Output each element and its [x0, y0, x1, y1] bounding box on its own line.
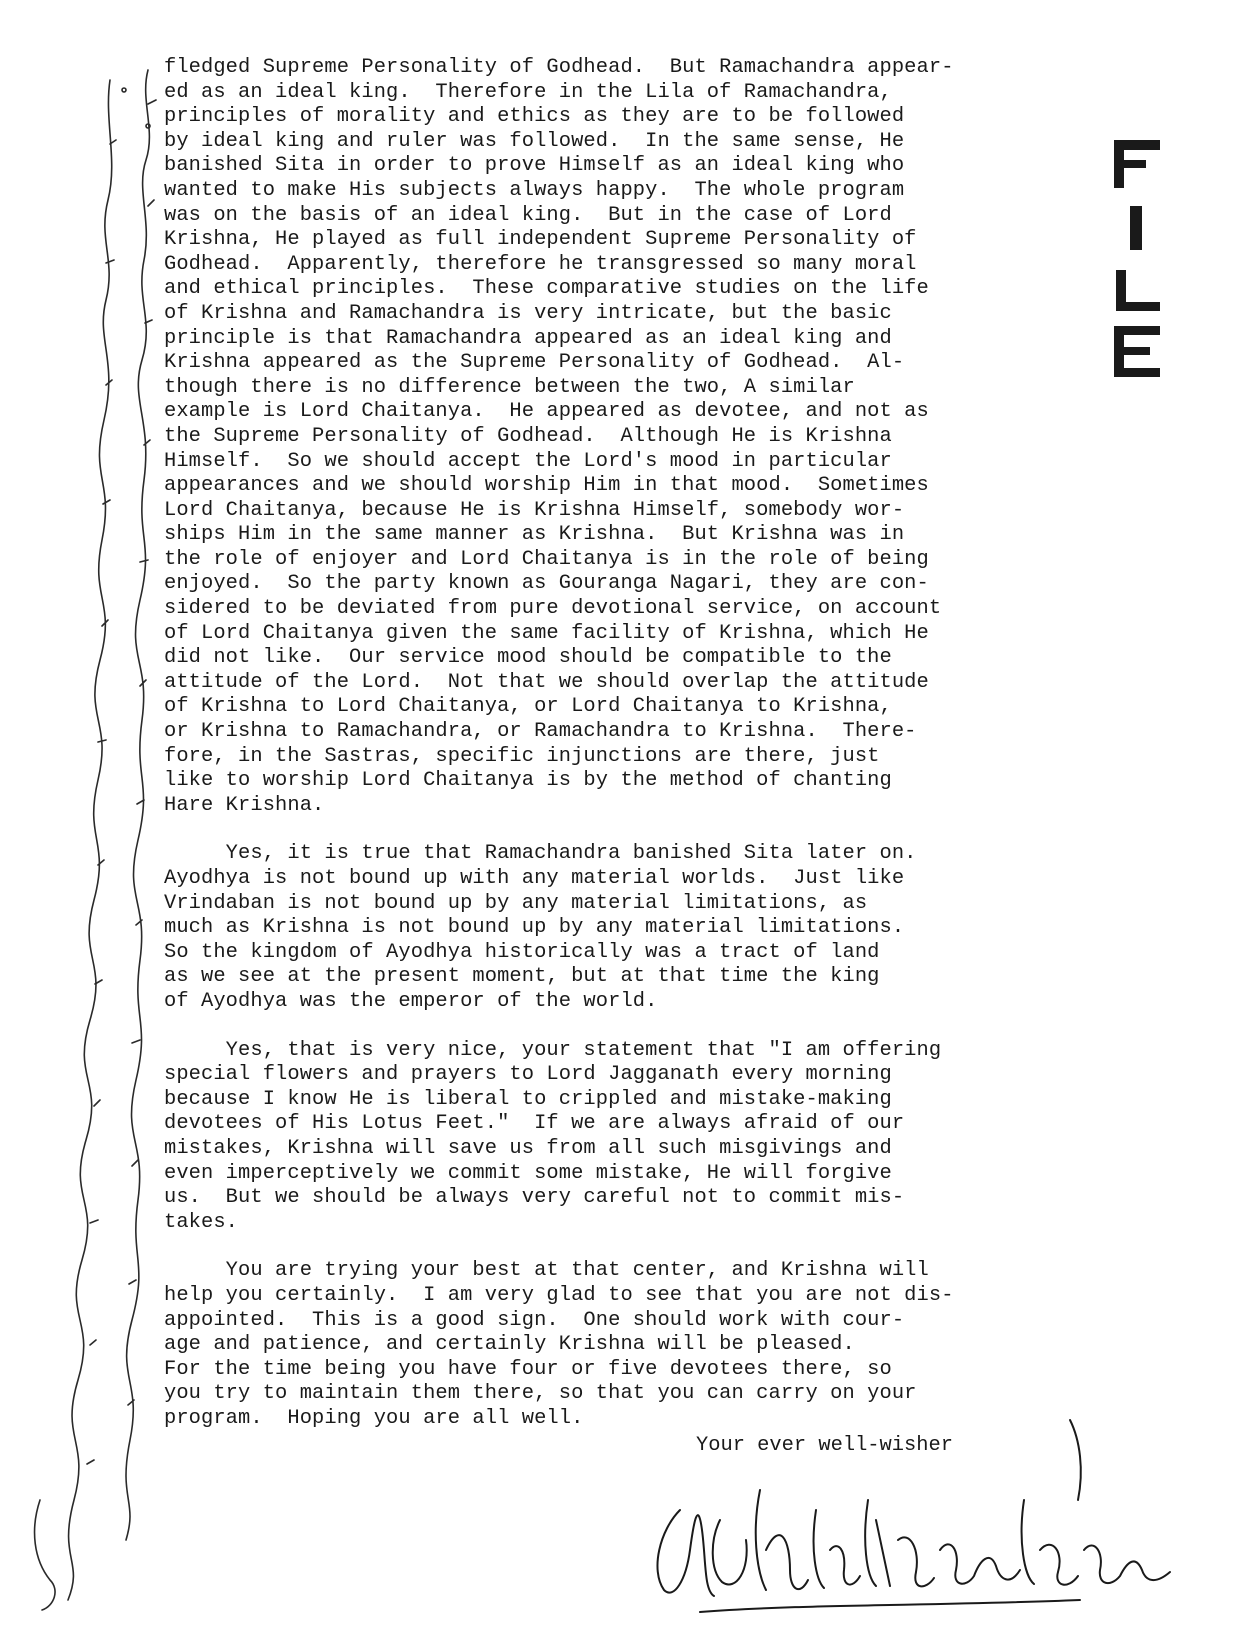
text-line: Ayodhya is not bound up with any material worlds. Just like	[164, 867, 905, 890]
text-line: ships Him in the same manner as Krishna. But Krishna was in	[164, 523, 905, 547]
handwritten-margin-note	[20, 60, 170, 1620]
text-line: takes.	[164, 1210, 239, 1234]
text-line: ed as an ideal king. Therefore in the Lila of Ramachandra,	[164, 80, 892, 104]
text-line: much as Krishna is not bound up by any material limitations.	[164, 916, 905, 940]
text-line: Godhead. Apparently, therefore he transgressed so many moral	[164, 252, 917, 276]
letter-body	[164, 56, 1154, 1431]
closing-text: Your ever well-wisher	[696, 1434, 953, 1457]
text-line: Yes, it is true that Ramachandra banished Sita later on.	[164, 842, 917, 866]
paragraph-gap	[164, 818, 1154, 842]
text-line: was on the basis of an ideal king. But in the case of Lord	[164, 203, 892, 227]
text-line: like to worship Lord Chaitanya is by the method of chanting	[164, 769, 892, 793]
text-line: because I know He is liberal to crippled and mistake-making	[164, 1087, 892, 1111]
text-line: Krishna appeared as the Supreme Personality of Godhead. Al-	[164, 351, 905, 375]
text-line: Vrindaban is not bound up by any material limitations, as	[164, 891, 868, 915]
text-line: Hare Krishna.	[164, 793, 325, 817]
text-line: of Lord Chaitanya given the same facility of Krishna, which He	[164, 621, 929, 645]
text-line: you try to maintain them there, so that you can carry on your	[164, 1382, 917, 1406]
text-line: mistakes, Krishna will save us from all such misgivings and	[164, 1136, 892, 1160]
paragraph-ayodhya	[164, 842, 1154, 1014]
text-line: the Supreme Personality of Godhead. Although He is Krishna	[164, 424, 892, 448]
text-line: attitude of the Lord. Not that we should overlap the attitude	[164, 670, 929, 694]
paragraph-jagganath	[164, 1039, 1154, 1236]
paragraph-gap	[164, 1235, 1154, 1259]
text-line: wanted to make His subjects always happy. The whole program	[164, 178, 905, 202]
signature-block	[640, 1400, 1200, 1620]
text-line: of Krishna to Lord Chaitanya, or Lord Chaitanya to Krishna,	[164, 695, 892, 719]
text-line: program. Hoping you are all well.	[164, 1406, 584, 1430]
text-line: special flowers and prayers to Lord Jagganath every morning	[164, 1063, 892, 1087]
text-line: appearances and we should worship Him in that mood. Sometimes	[164, 474, 929, 498]
text-line: Himself. So we should accept the Lord's mood in particular	[164, 449, 892, 473]
text-line: as we see at the present moment, but at that time the king	[164, 965, 880, 989]
paragraph-gap	[164, 1015, 1154, 1039]
text-line: by ideal king and ruler was followed. In the same sense, He	[164, 129, 905, 153]
text-line: did not like. Our service mood should be compatible to the	[164, 646, 892, 670]
text-line: For the time being you have four or five devotees there, so	[164, 1357, 892, 1381]
text-line: principle is that Ramachandra appeared as an ideal king and	[164, 326, 892, 350]
text-line: So the kingdom of Ayodhya historically was a tract of land	[164, 940, 880, 964]
text-line: Krishna, He played as full independent Supreme Personality of	[164, 228, 917, 252]
text-line: and ethical principles. These comparative studies on the life	[164, 277, 929, 301]
text-line: Lord Chaitanya, because He is Krishna Himself, somebody wor-	[164, 498, 905, 522]
text-line: example is Lord Chaitanya. He appeared as devotee, and not as	[164, 400, 929, 424]
text-line: principles of morality and ethics as they are to be followed	[164, 105, 905, 129]
text-line: age and patience, and certainly Krishna will be pleased.	[164, 1333, 855, 1357]
text-line: or Krishna to Ramachandra, or Ramachandra to Krishna. There-	[164, 720, 917, 744]
text-line: devotees of His Lotus Feet." If we are always afraid of our	[164, 1112, 905, 1136]
text-line: help you certainly. I am very glad to see that you are not dis-	[164, 1283, 954, 1307]
text-line: of Ayodhya was the emperor of the world.	[164, 989, 658, 1013]
text-line: Yes, that is very nice, your statement that "I am offering	[164, 1038, 942, 1062]
text-line: fledged Supreme Personality of Godhead. But Ramachandra appear-	[164, 56, 954, 79]
file-stamp	[1108, 140, 1168, 380]
text-line: banished Sita in order to prove Himself as an ideal king who	[164, 154, 905, 178]
text-line: You are trying your best at that center, and Krishna will	[164, 1259, 929, 1283]
text-line: though there is no difference between the two, A similar	[164, 375, 855, 399]
text-line: of Krishna and Ramachandra is very intricate, but the basic	[164, 301, 892, 325]
text-line: the role of enjoyer and Lord Chaitanya is in the role of being	[164, 547, 929, 571]
handwritten-signature	[640, 1400, 1200, 1620]
text-line: us. But we should be always very careful not to commit mis-	[164, 1186, 905, 1210]
text-line: appointed. This is a good sign. One should work with cour-	[164, 1308, 905, 1332]
text-line: sidered to be deviated from pure devotional service, on account	[164, 597, 942, 621]
text-line: fore, in the Sastras, specific injunctions are there, just	[164, 744, 880, 768]
paragraph-ramachandra-krishna	[164, 56, 1154, 818]
text-line: enjoyed. So the party known as Gouranga Nagari, they are con-	[164, 572, 929, 596]
text-line: even imperceptively we commit some mistake, He will forgive	[164, 1161, 892, 1185]
